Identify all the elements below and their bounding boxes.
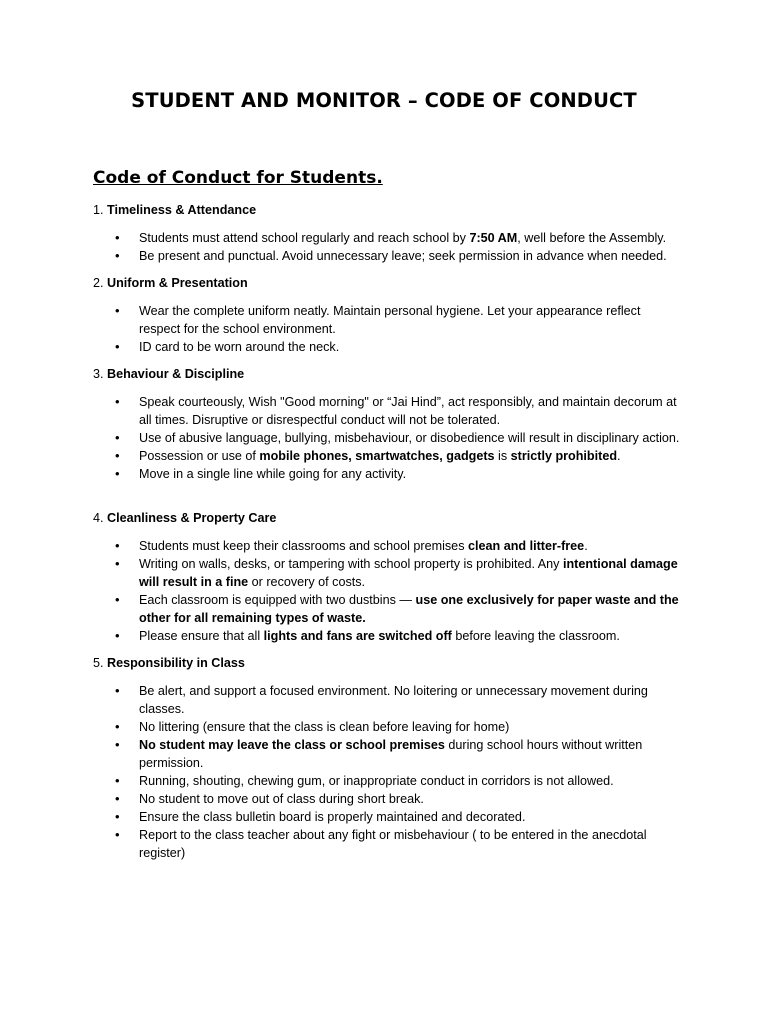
list-item: • Move in a single line while going for any activity. xyxy=(93,465,683,483)
section-cleanliness xyxy=(93,509,683,645)
list-item: • Writing on walls, desks, or tampering with school property is prohibited. Any intentional damage will result in a fine or recovery of costs. xyxy=(93,555,683,591)
section-uniform xyxy=(93,274,683,356)
section-responsibility xyxy=(93,654,683,862)
list-item: • Be alert, and support a focused environment. No loitering or unnecessary movement during classes. xyxy=(93,682,683,718)
list-item: • Each classroom is equipped with two dustbins — use one exclusively for paper waste and the other for all remaining types of waste. xyxy=(93,591,683,627)
section-heading: 2. Uniform & Presentation xyxy=(93,276,248,290)
list-item: • No student to move out of class during short break. xyxy=(93,790,683,808)
list-item: • Speak courteously, Wish "Good morning" or “Jai Hind”, act responsibly, and maintain decorum at all times. Disruptive or disrespectful conduct will not be tolerated. xyxy=(93,393,683,429)
conduct-content xyxy=(93,201,683,862)
list-item: • Running, shouting, chewing gum, or inappropriate conduct in corridors is not allowed. xyxy=(93,772,683,790)
section-heading: 5. Responsibility in Class xyxy=(93,656,245,670)
section-subtitle: Code of Conduct for Students. xyxy=(93,168,383,188)
list-item: • Students must keep their classrooms and school premises clean and litter-free. xyxy=(93,537,683,555)
section-heading: 1. Timeliness & Attendance xyxy=(93,203,257,217)
document-title: STUDENT AND MONITOR – CODE OF CONDUCT xyxy=(131,89,637,112)
list-item: • No student may leave the class or school premises during school hours without written permission. xyxy=(93,736,683,772)
bullet-list xyxy=(93,229,683,265)
list-item: • Be present and punctual. Avoid unnecessary leave; seek permission in advance when needed. xyxy=(93,247,683,265)
list-item: • Possession or use of mobile phones, smartwatches, gadgets is strictly prohibited. xyxy=(93,447,683,465)
bullet-list xyxy=(93,302,683,356)
bullet-list xyxy=(93,537,683,645)
section-timeliness xyxy=(93,201,683,265)
list-item: • Students must attend school regularly and reach school by 7:50 AM, well before the Assembly. xyxy=(93,229,683,247)
list-item: • Please ensure that all lights and fans are switched off before leaving the classroom. xyxy=(93,627,683,645)
section-heading: 4. Cleanliness & Property Care xyxy=(93,511,277,525)
bullet-list xyxy=(93,393,683,483)
list-item: • Ensure the class bulletin board is properly maintained and decorated. xyxy=(93,808,683,826)
list-item: • ID card to be worn around the neck. xyxy=(93,338,683,356)
bullet-list xyxy=(93,682,683,862)
list-item: • Wear the complete uniform neatly. Maintain personal hygiene. Let your appearance reflect respect for the school environment. xyxy=(93,302,683,338)
list-item: • No littering (ensure that the class is clean before leaving for home) xyxy=(93,718,683,736)
list-item: • Use of abusive language, bullying, misbehaviour, or disobedience will result in disciplinary action. xyxy=(93,429,683,447)
section-heading: 3. Behaviour & Discipline xyxy=(93,367,245,381)
list-item: • Report to the class teacher about any fight or misbehaviour ( to be entered in the anecdotal register) xyxy=(93,826,683,862)
section-behaviour xyxy=(93,365,683,483)
